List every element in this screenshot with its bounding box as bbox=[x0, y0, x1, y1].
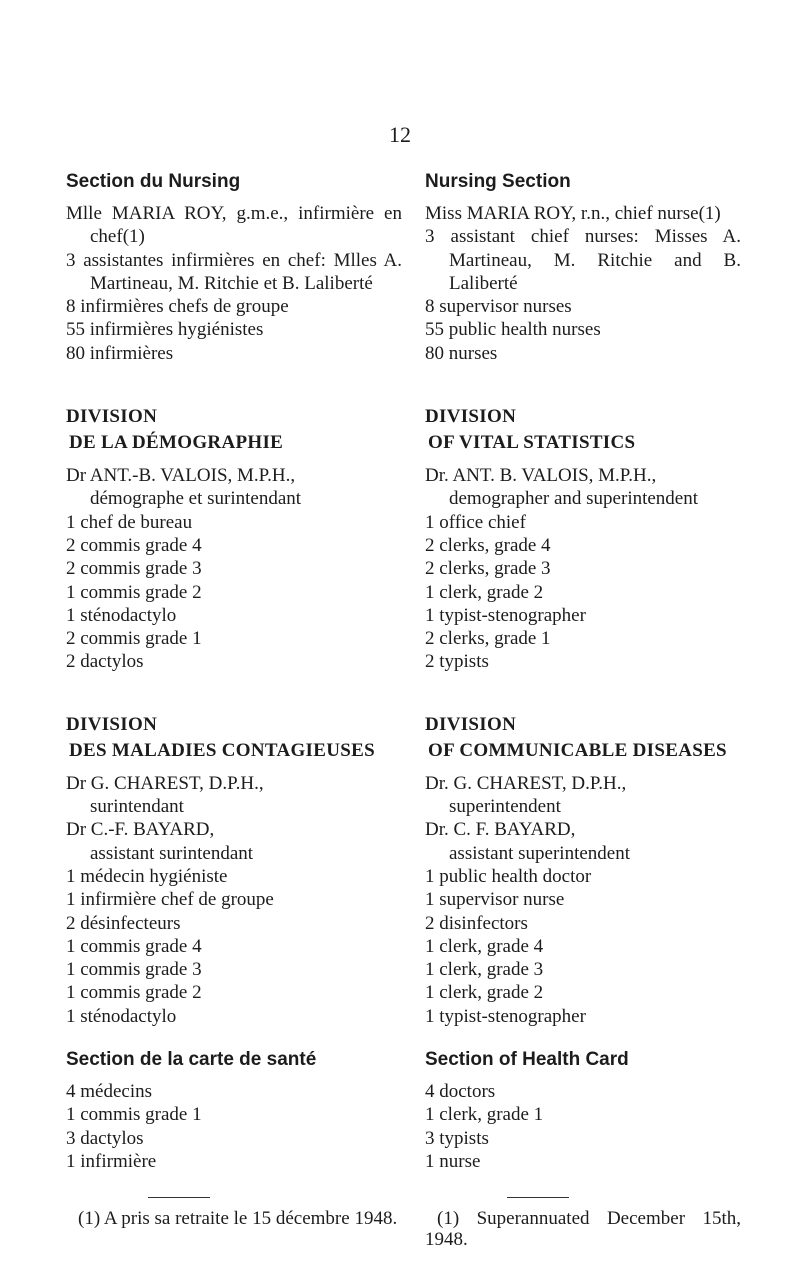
division-title-line1: DIVISION bbox=[425, 713, 517, 735]
list-item: Mlle MARIA ROY, g.m.e., infirmière en chef(1) bbox=[66, 203, 402, 248]
list-item: 2 typists bbox=[425, 651, 489, 673]
vital-statistics-division-en bbox=[425, 404, 741, 674]
footnote: (1) A pris sa retraite le 15 décembre 1948. bbox=[78, 1208, 398, 1230]
list-item: Dr. ANT. B. VALOIS, M.P.H., bbox=[425, 465, 657, 487]
english-column bbox=[425, 170, 741, 1250]
list-item: 2 désinfecteurs bbox=[66, 912, 181, 934]
division-title bbox=[66, 712, 402, 764]
list-item: Miss MARIA ROY, r.n., chief nurse(1) bbox=[425, 203, 721, 224]
list-item: surintendant bbox=[90, 796, 184, 818]
list-item: 1 typist-stenographer bbox=[425, 604, 586, 626]
list-item: assistant surintendant bbox=[90, 842, 254, 864]
division-title-line2: DES MALADIES CONTAGIEUSES bbox=[69, 739, 375, 761]
list-item: 1 office chief bbox=[425, 511, 526, 533]
list-item: Dr. G. CHAREST, D.P.H., bbox=[425, 772, 627, 794]
list-item: superintendent bbox=[449, 796, 561, 818]
section-title: Section de la carte de santé bbox=[66, 1049, 317, 1071]
list-item: Dr C.-F. BAYARD, bbox=[66, 819, 215, 841]
list-item: 1 sténodactylo bbox=[66, 604, 177, 626]
division-title-line2: DE LA DÉMOGRAPHIE bbox=[69, 432, 284, 454]
list-item: 2 commis grade 1 bbox=[66, 628, 202, 650]
list-item: 1 clerk, grade 3 bbox=[425, 959, 544, 981]
health-card-section-fr bbox=[66, 1048, 402, 1173]
division-title-line2: OF VITAL STATISTICS bbox=[428, 432, 636, 454]
list-item: 1 commis grade 1 bbox=[66, 1104, 202, 1126]
list-item: 3 assistantes infirmières en chef: Mlles A. Martineau, M. Ritchie et B. Laliberté bbox=[66, 249, 402, 294]
division-title bbox=[425, 712, 741, 764]
list-item: demographer and superintendent bbox=[449, 488, 699, 510]
list-item: 80 infirmières bbox=[66, 342, 174, 364]
list-item: 1 commis grade 2 bbox=[66, 581, 202, 603]
list-item: 2 commis grade 4 bbox=[66, 534, 202, 556]
list-item: 3 typists bbox=[425, 1127, 489, 1149]
list-item: 3 dactylos bbox=[66, 1127, 144, 1149]
list-item: 3 assistant chief nurses: Misses A. Martineau, M. Ritchie and B. Laliberté bbox=[425, 226, 741, 294]
division-title-line1: DIVISION bbox=[66, 406, 158, 428]
list-item: assistant superintendent bbox=[449, 842, 630, 864]
division-title-line1: DIVISION bbox=[66, 713, 158, 735]
list-item: 55 infirmières hygiénistes bbox=[66, 319, 264, 341]
list-item: Dr. C. F. BAYARD, bbox=[425, 819, 576, 841]
nursing-section-en bbox=[425, 170, 741, 365]
list-item: 1 infirmière bbox=[66, 1150, 157, 1172]
list-item: 1 chef de bureau bbox=[66, 511, 193, 533]
nursing-section-fr bbox=[66, 170, 402, 365]
list-item: 4 médecins bbox=[66, 1081, 153, 1103]
list-item: démographe et surintendant bbox=[90, 488, 302, 510]
health-card-section-en bbox=[425, 1048, 741, 1173]
section-title: Section of Health Card bbox=[425, 1049, 629, 1071]
list-item: 4 doctors bbox=[425, 1081, 496, 1103]
list-item: 2 dactylos bbox=[66, 651, 144, 673]
list-item: 1 clerk, grade 1 bbox=[425, 1104, 544, 1126]
list-item: 8 supervisor nurses bbox=[425, 296, 572, 318]
list-item: 1 commis grade 3 bbox=[66, 959, 202, 981]
footnote-divider bbox=[148, 1197, 210, 1198]
list-item: 1 clerk, grade 2 bbox=[425, 982, 544, 1004]
french-column bbox=[66, 170, 402, 1229]
page-number: 12 bbox=[389, 122, 411, 147]
list-item: 55 public health nurses bbox=[425, 319, 601, 341]
list-item: 2 disinfectors bbox=[425, 912, 528, 934]
section-title: Section du Nursing bbox=[66, 171, 241, 192]
list-item: 80 nurses bbox=[425, 342, 498, 364]
list-item: 1 clerk, grade 2 bbox=[425, 581, 544, 603]
list-item: 2 clerks, grade 1 bbox=[425, 628, 551, 650]
list-item: 2 clerks, grade 4 bbox=[425, 534, 551, 556]
communicable-diseases-division-en bbox=[425, 712, 741, 1028]
division-title-line1: DIVISION bbox=[425, 406, 517, 428]
list-item: 1 supervisor nurse bbox=[425, 889, 565, 911]
list-item: 1 médecin hygiéniste bbox=[66, 865, 228, 887]
list-item: 8 infirmières chefs de groupe bbox=[66, 296, 289, 318]
list-item: 2 commis grade 3 bbox=[66, 558, 202, 580]
list-item: 1 public health doctor bbox=[425, 865, 592, 887]
list-item: 1 commis grade 4 bbox=[66, 935, 202, 957]
division-title bbox=[66, 404, 402, 456]
list-item: 1 typist-stenographer bbox=[425, 1005, 586, 1027]
division-title bbox=[425, 404, 741, 456]
footnote-divider bbox=[507, 1197, 569, 1198]
demography-division-fr bbox=[66, 404, 402, 674]
list-item: Dr ANT.-B. VALOIS, M.P.H., bbox=[66, 465, 296, 487]
section-title: Nursing Section bbox=[425, 171, 571, 192]
list-item: 1 commis grade 2 bbox=[66, 982, 202, 1004]
list-item: 1 nurse bbox=[425, 1150, 481, 1172]
division-title-line2: OF COMMUNICABLE DISEASES bbox=[428, 739, 727, 761]
list-item: 1 clerk, grade 4 bbox=[425, 935, 544, 957]
list-item: 1 infirmière chef de groupe bbox=[66, 889, 274, 911]
footnote: (1) Superannuated December 15th, 1948. bbox=[425, 1208, 741, 1251]
list-item: 2 clerks, grade 3 bbox=[425, 558, 551, 580]
list-item: 1 sténodactylo bbox=[66, 1005, 177, 1027]
contagious-division-fr bbox=[66, 712, 402, 1028]
list-item: Dr G. CHAREST, D.P.H., bbox=[66, 772, 264, 794]
